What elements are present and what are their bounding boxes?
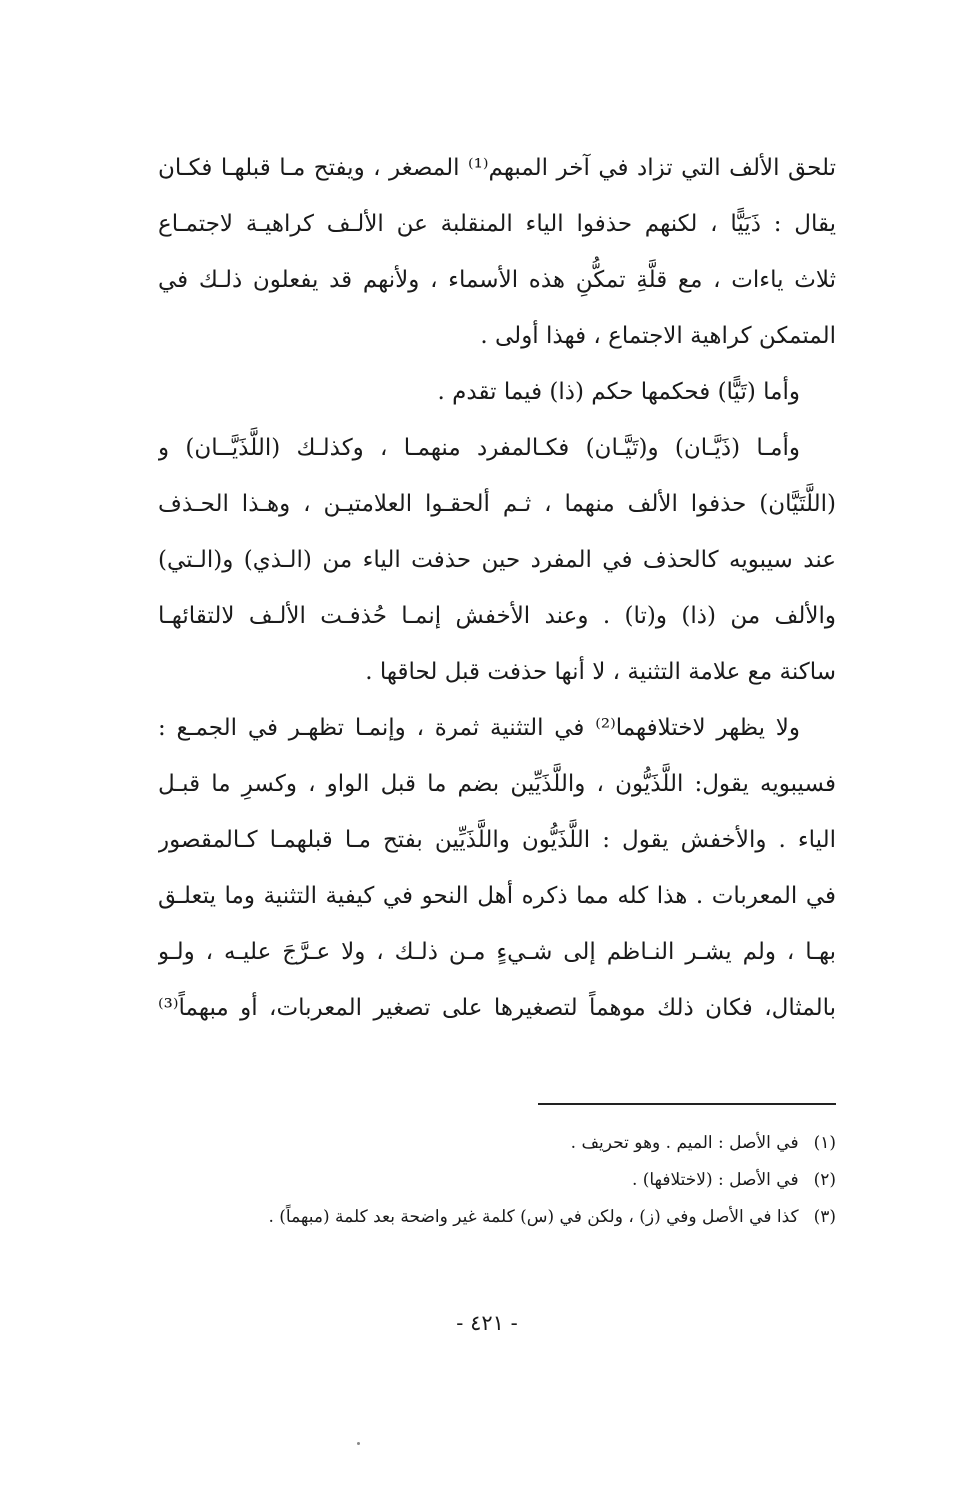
footnote-text: في الأصل : (لاختلافها) . xyxy=(631,1170,799,1190)
text-line: ولا يظهر لاختلافهما⁽²⁾ في التثنية ثمرة ، وإنمـا تظهـر في الجمـع : xyxy=(158,715,800,741)
text-line: ثلاث ياءات ، مع قلَّةِ تمكُّنِ هذه الأسماء ، ولأنهم قد يفعلون ذلـك في xyxy=(158,267,836,293)
text-line: والألف من (ذا) و(تا) . وعند الأخفش إنمـا حُذفـت الألـف لالتقائهـا xyxy=(158,603,836,629)
text-line: (اللَّتَيَّان) حذفوا الألف منهما ، ثـم ألحقـوا العلامتيـن ، وهـذا الحـذف xyxy=(158,491,836,517)
footnotes xyxy=(158,1125,836,1236)
text-line: فسيبويه يقول: اللَّذَيُّون ، واللَّذَيِّين بضم ما قبل الواو ، وكسرِ ما قبـل xyxy=(158,771,836,797)
text-line: الياء . والأخفش يقول : اللَّذَيُّون واللَّذَيِّين بفتح مـا قبلهمـا كـالمقصور xyxy=(158,827,836,853)
text-line: تلحق الألف التي تزاد في آخر المبهم⁽¹⁾ المصغر ، ويفتح مـا قبلهـا فكـان xyxy=(158,155,836,181)
footnote-text: كذا في الأصل وفي (ز) ، ولكن في (س) كلمة غير واضحة بعد كلمة (مبهماً) . xyxy=(268,1207,799,1227)
scan-speck xyxy=(357,1442,360,1445)
text-line: بهـا ، ولم يشـر النـاظم إلى شـيءٍ مـن ذلـك ، ولا عـرَّجَ عليـه ، ولـو xyxy=(158,939,836,965)
footnote xyxy=(158,1125,836,1162)
text-line: وأما (تَيًّا) فحكمها حكم (ذا) فيما تقدم . xyxy=(437,379,800,405)
text-line: عند سيبويه كالحذف في المفرد حين حذفت الياء من (الـذي) و(الـتي) xyxy=(158,547,836,573)
footnote-separator xyxy=(538,1103,836,1105)
text-line: بالمثال، فكان ذلك موهماً لتصغيرها على تصغير المعربات، أو مبهماً⁽³⁾ xyxy=(158,995,836,1021)
footnote-number: (١) xyxy=(813,1133,836,1153)
text-line: وأمـا (ذَيَّـان) و(تَيَّـان) فكـالمفرد منهمـا ، وكذلـك (اللَّذَيَّــان) و xyxy=(158,435,800,461)
footnote xyxy=(158,1199,836,1236)
page-number: - ٤٢١ - xyxy=(456,1311,518,1335)
main-text xyxy=(158,140,836,1036)
text-line: المتمكن كراهية الاجتماع ، فهذا أولى . xyxy=(480,323,836,349)
text-line: يقال : ذَيَيًّا ، لكنهم حذفوا الياء المنقلبة عن الألـف كراهيـة لاجتمـاع xyxy=(158,211,836,237)
text-line: في المعربات . هذا كله مما ذكره أهل النحو في كيفية التثنية وما يتعلـق xyxy=(158,883,836,909)
footnote xyxy=(158,1162,836,1199)
footnote-text: في الأصل : الميم . وهو تحريف . xyxy=(570,1133,799,1153)
footnote-number: (٢) xyxy=(813,1170,836,1190)
footnote-number: (٣) xyxy=(813,1207,836,1227)
text-line: ساكنة مع علامة التثنية ، لا أنها حذفت قبل لحاقها . xyxy=(365,659,836,685)
